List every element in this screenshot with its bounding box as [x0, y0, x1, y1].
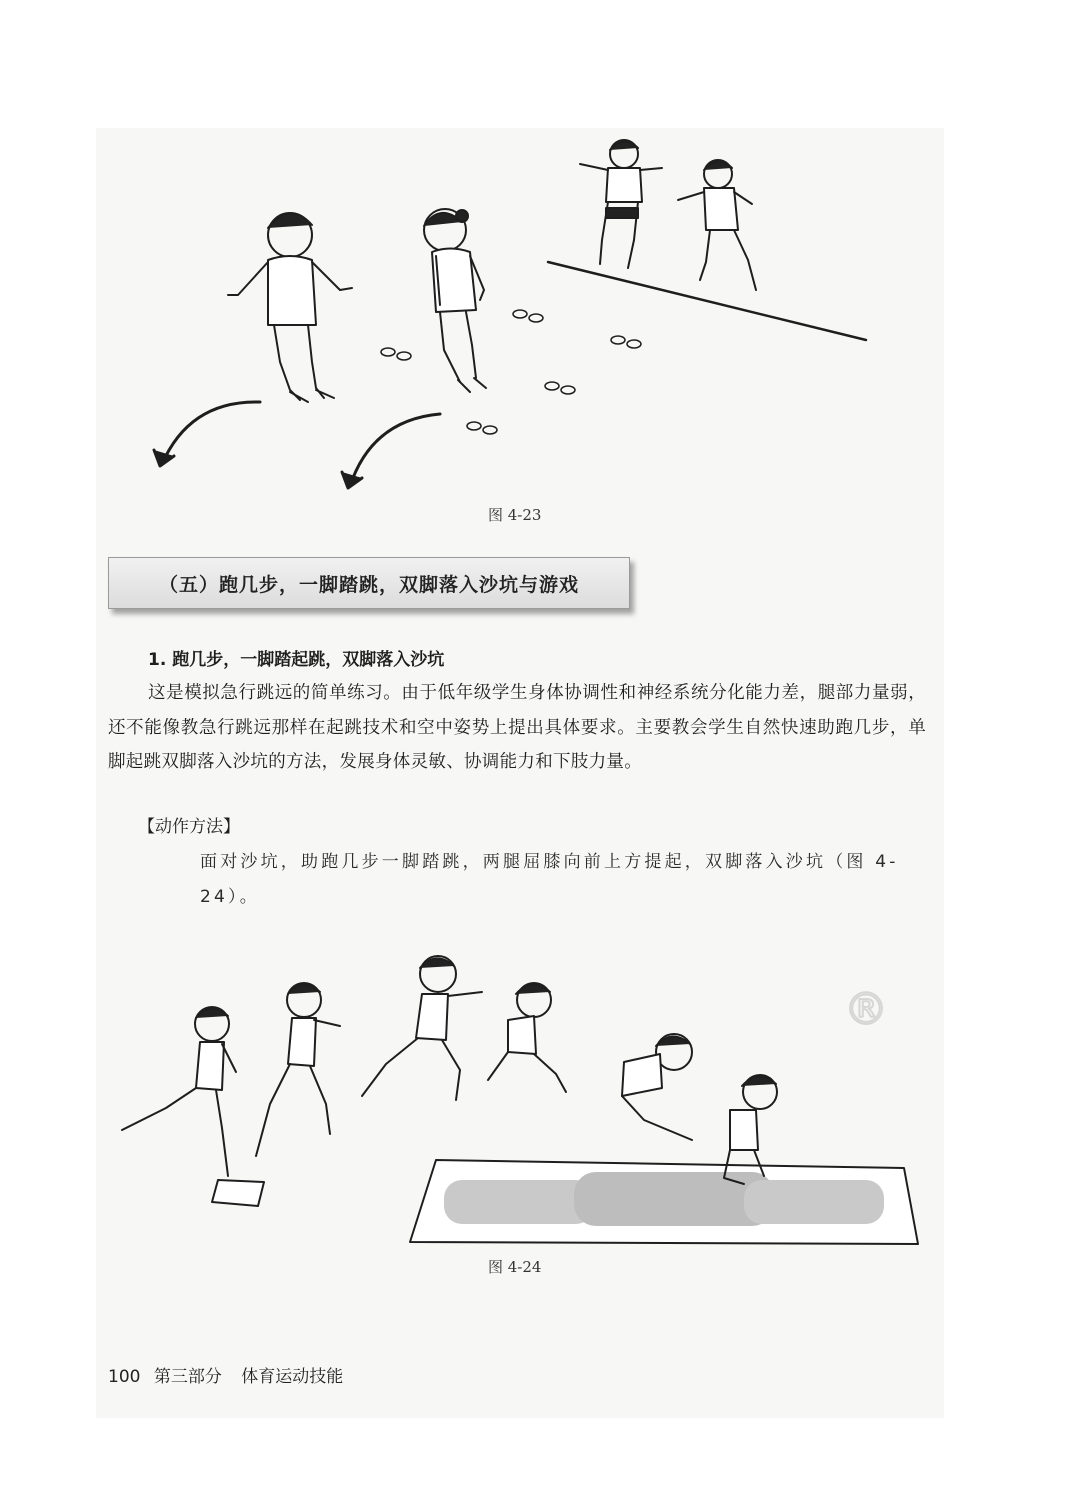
boy-figure-right-1	[580, 140, 662, 268]
method-label: 【动作方法】	[138, 817, 240, 837]
footer-title: 体育运动技能	[241, 1367, 344, 1387]
girl-figure-middle	[424, 209, 486, 392]
boy-figure-right-2	[678, 160, 756, 290]
figure-4-24-illustration	[104, 944, 924, 1254]
body-paragraph: 这是模拟急行跳远的简单练习。由于低年级学生身体协调性和神经系统分化能力差，腿部力量弱，还不能像教急行跳远那样在起跳技术和空中姿势上提出具体要求。主要教会学生自然快速助跑几步，单脚起跳双脚落入沙坑的方法，发展身体灵敏、协调能力和下肢力量。	[108, 683, 926, 772]
girl-landing-1	[622, 1034, 692, 1140]
girl-running-2	[256, 983, 340, 1156]
watermark-registered-mark: ®	[844, 984, 888, 1035]
girl-flight	[488, 983, 566, 1092]
figure-4-24-caption: 图 4-24	[488, 1258, 542, 1276]
section-title-box	[108, 557, 630, 609]
figure-4-23-caption: 图 4-23	[488, 506, 542, 524]
boy-figure-left	[228, 213, 352, 402]
section-title: （五）跑几步，一脚踏跳，双脚落入沙坑与游戏	[158, 573, 579, 596]
page-number: 100	[108, 1367, 141, 1387]
page-footer	[108, 1362, 343, 1387]
girl-takeoff	[362, 956, 482, 1100]
direction-arrows	[154, 402, 440, 488]
method-text: 面对沙坑，助跑几步一脚踏跳，两腿屈膝向前上方提起，双脚落入沙坑（图 4-24）。	[200, 852, 899, 907]
sand-texture	[444, 1172, 884, 1226]
subsection-heading: 1. 跑几步，一脚踏起跳，双脚落入沙坑	[148, 650, 445, 670]
girl-running-1	[122, 1007, 236, 1176]
footer-part: 第三部分	[153, 1367, 222, 1387]
footprints	[381, 310, 641, 434]
takeoff-board	[212, 1180, 264, 1206]
figure-4-23-illustration	[140, 130, 900, 500]
